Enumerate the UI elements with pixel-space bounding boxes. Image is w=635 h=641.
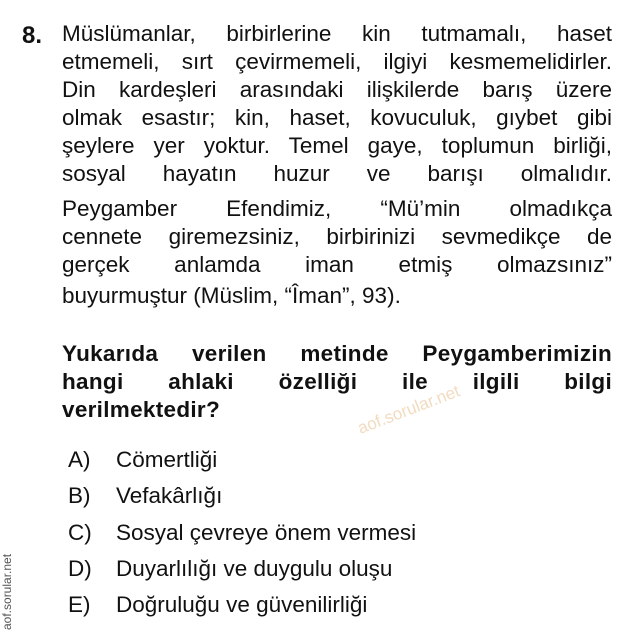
passage-line: Müslümanlar, birbirlerine kin tutmamalı, haset bbox=[62, 21, 612, 46]
passage-line: etmemeli, sırt çevirmemeli, ilgiyi kesmemelidirler. bbox=[62, 49, 612, 74]
option-text: Duyarlılığı ve duygulu oluşu bbox=[116, 556, 393, 581]
option-letter: B) bbox=[68, 483, 91, 508]
side-watermark: aof.sorular.net bbox=[0, 553, 14, 630]
watermark: aof.sorular.net bbox=[355, 381, 463, 438]
passage-line: Din kardeşleri arasındaki ilişkilerde barış üzere bbox=[62, 77, 612, 102]
passage-line: şeylere yer yoktur. Temel gaye, toplumun birliği, bbox=[62, 133, 612, 158]
passage-line: olmak esastır; kin, haset, kovuculuk, gıybet gibi bbox=[62, 105, 612, 130]
option-letter: C) bbox=[68, 520, 92, 545]
stem-line: verilmektedir? bbox=[62, 397, 221, 422]
option-letter: D) bbox=[68, 556, 92, 581]
option-e[interactable] bbox=[68, 591, 367, 619]
passage-line: cennete giremezsiniz, birbirinizi sevmedikçe de bbox=[62, 224, 612, 249]
option-text: Vefakârlığı bbox=[116, 483, 223, 508]
stem-line: Yukarıda verilen metinde Peygamberimizin bbox=[62, 341, 612, 366]
option-letter: E) bbox=[68, 592, 91, 617]
question-number: 8. bbox=[22, 22, 43, 49]
stem-line: hangi ahlaki özelliği ile ilgili bilgi bbox=[62, 369, 612, 394]
passage-line: sosyal hayatın huzur ve barışı olmalıdır. bbox=[62, 161, 612, 186]
passage-line: Peygamber Efendimiz, “Mü’min olmadıkça bbox=[62, 196, 612, 221]
option-text: Doğruluğu ve güvenilirliği bbox=[116, 592, 368, 617]
option-text: Sosyal çevreye önem vermesi bbox=[116, 520, 417, 545]
option-letter: A) bbox=[68, 447, 91, 472]
option-text: Cömertliği bbox=[116, 447, 218, 472]
passage-line: gerçek anlamda iman etmiş olmazsınız” bbox=[62, 252, 612, 277]
option-c[interactable] bbox=[68, 519, 416, 547]
option-d[interactable] bbox=[68, 555, 392, 583]
passage-line: buyurmuştur (Müslim, “Îman”, 93). bbox=[62, 283, 401, 308]
option-b[interactable] bbox=[68, 482, 222, 510]
option-a[interactable] bbox=[68, 446, 217, 474]
